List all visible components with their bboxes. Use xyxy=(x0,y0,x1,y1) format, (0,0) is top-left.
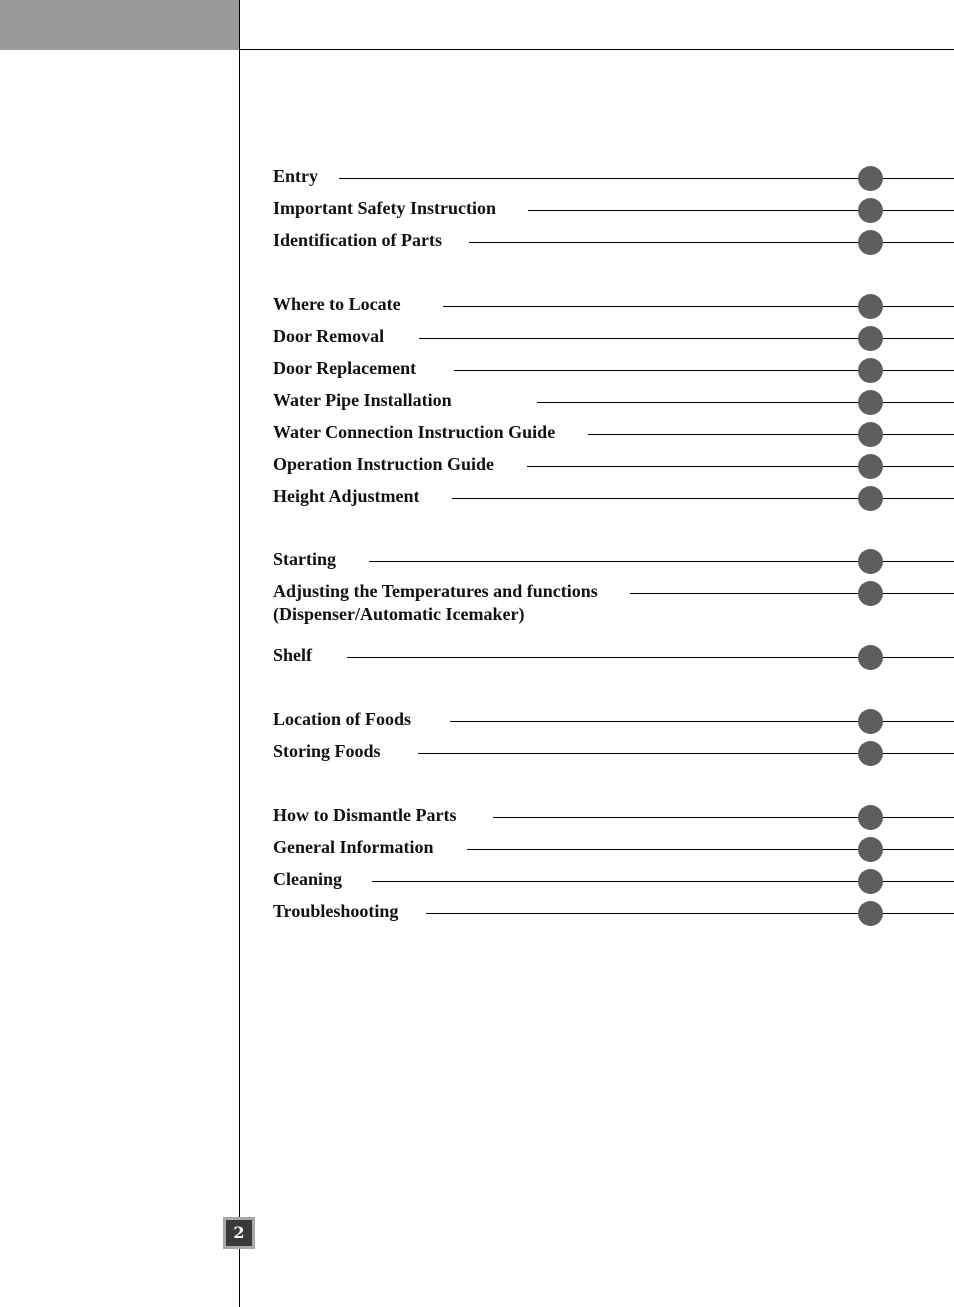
toc-entry-label: Where to Locate xyxy=(273,294,401,314)
toc-bullet-dot xyxy=(858,294,883,319)
toc-entry-label: Entry xyxy=(273,166,318,186)
page-number-badge: 2 xyxy=(223,1217,255,1249)
toc-bullet-dot xyxy=(858,805,883,830)
toc-bullet-dot xyxy=(858,869,883,894)
toc-entry-label: Important Safety Instruction xyxy=(273,198,496,218)
toc-entry-label: Door Removal xyxy=(273,326,385,346)
toc-bullet-dot xyxy=(858,645,883,670)
toc-entry-label: Water Connection Instruction Guide xyxy=(273,422,556,442)
toc-entry-water-pipe xyxy=(273,389,954,419)
toc-entry-label: Height Adjustment xyxy=(273,486,420,506)
toc-bullet-dot xyxy=(858,486,883,511)
toc-entry-adjusting-temperatures xyxy=(273,580,954,630)
toc-leader-line xyxy=(588,434,954,435)
toc-bullet-dot xyxy=(858,549,883,574)
toc-entry-entry xyxy=(273,165,954,195)
toc-entry-door-replacement xyxy=(273,357,954,387)
toc-entry-label: Operation Instruction Guide xyxy=(273,454,495,474)
toc-entry-shelf xyxy=(273,644,954,674)
toc-entry-operation xyxy=(273,453,954,483)
toc-leader-line xyxy=(537,402,954,403)
toc-entry-door-removal xyxy=(273,325,954,355)
toc-entry-label: Troubleshooting xyxy=(273,901,399,921)
toc-entry-location-of-foods xyxy=(273,708,954,738)
toc-bullet-dot xyxy=(858,422,883,447)
toc-entry-dismantle-parts xyxy=(273,804,954,834)
toc-bullet-dot xyxy=(858,741,883,766)
toc-entry-starting xyxy=(273,548,954,578)
toc-leader-line xyxy=(493,817,954,818)
toc-bullet-dot xyxy=(858,901,883,926)
toc-entry-sublabel: (Dispenser/Automatic Icemaker) xyxy=(273,604,525,624)
toc-entry-label: Shelf xyxy=(273,645,313,665)
toc-entry-storing-foods xyxy=(273,740,954,770)
toc-entry-general-information xyxy=(273,836,954,866)
toc-bullet-dot xyxy=(858,166,883,191)
toc-entry-label: Adjusting the Temperatures and functions xyxy=(273,581,598,601)
toc-entry-label: Storing Foods xyxy=(273,741,381,761)
toc-leader-line xyxy=(630,593,954,594)
toc-entry-identification xyxy=(273,229,954,259)
toc-entry-height-adjustment xyxy=(273,485,954,515)
toc-leader-line xyxy=(528,210,954,211)
toc-bullet-dot xyxy=(858,326,883,351)
toc-bullet-dot xyxy=(858,358,883,383)
toc-entry-label: Cleaning xyxy=(273,869,343,889)
toc-bullet-dot xyxy=(858,198,883,223)
toc-bullet-dot xyxy=(858,454,883,479)
toc-leader-line xyxy=(527,466,954,467)
toc-entry-label: General Information xyxy=(273,837,434,857)
toc-bullet-dot xyxy=(858,837,883,862)
margin-rule xyxy=(239,0,240,1307)
toc-entry-troubleshooting xyxy=(273,900,954,930)
toc-bullet-dot xyxy=(858,581,883,606)
toc-bullet-dot xyxy=(858,709,883,734)
toc-entry-label: Door Replacement xyxy=(273,358,417,378)
table-of-contents xyxy=(273,0,954,1307)
toc-entry-safety xyxy=(273,197,954,227)
toc-entry-label: Identification of Parts xyxy=(273,230,442,250)
toc-entry-label: Water Pipe Installation xyxy=(273,390,452,410)
toc-entry-water-connection xyxy=(273,421,954,451)
header-tab xyxy=(0,0,239,50)
toc-entry-where-to-locate xyxy=(273,293,954,323)
toc-bullet-dot xyxy=(858,230,883,255)
toc-entry-label: Location of Foods xyxy=(273,709,412,729)
toc-bullet-dot xyxy=(858,390,883,415)
toc-entry-label: Starting xyxy=(273,549,336,569)
toc-entry-label: How to Dismantle Parts xyxy=(273,805,457,825)
toc-entry-cleaning xyxy=(273,868,954,898)
